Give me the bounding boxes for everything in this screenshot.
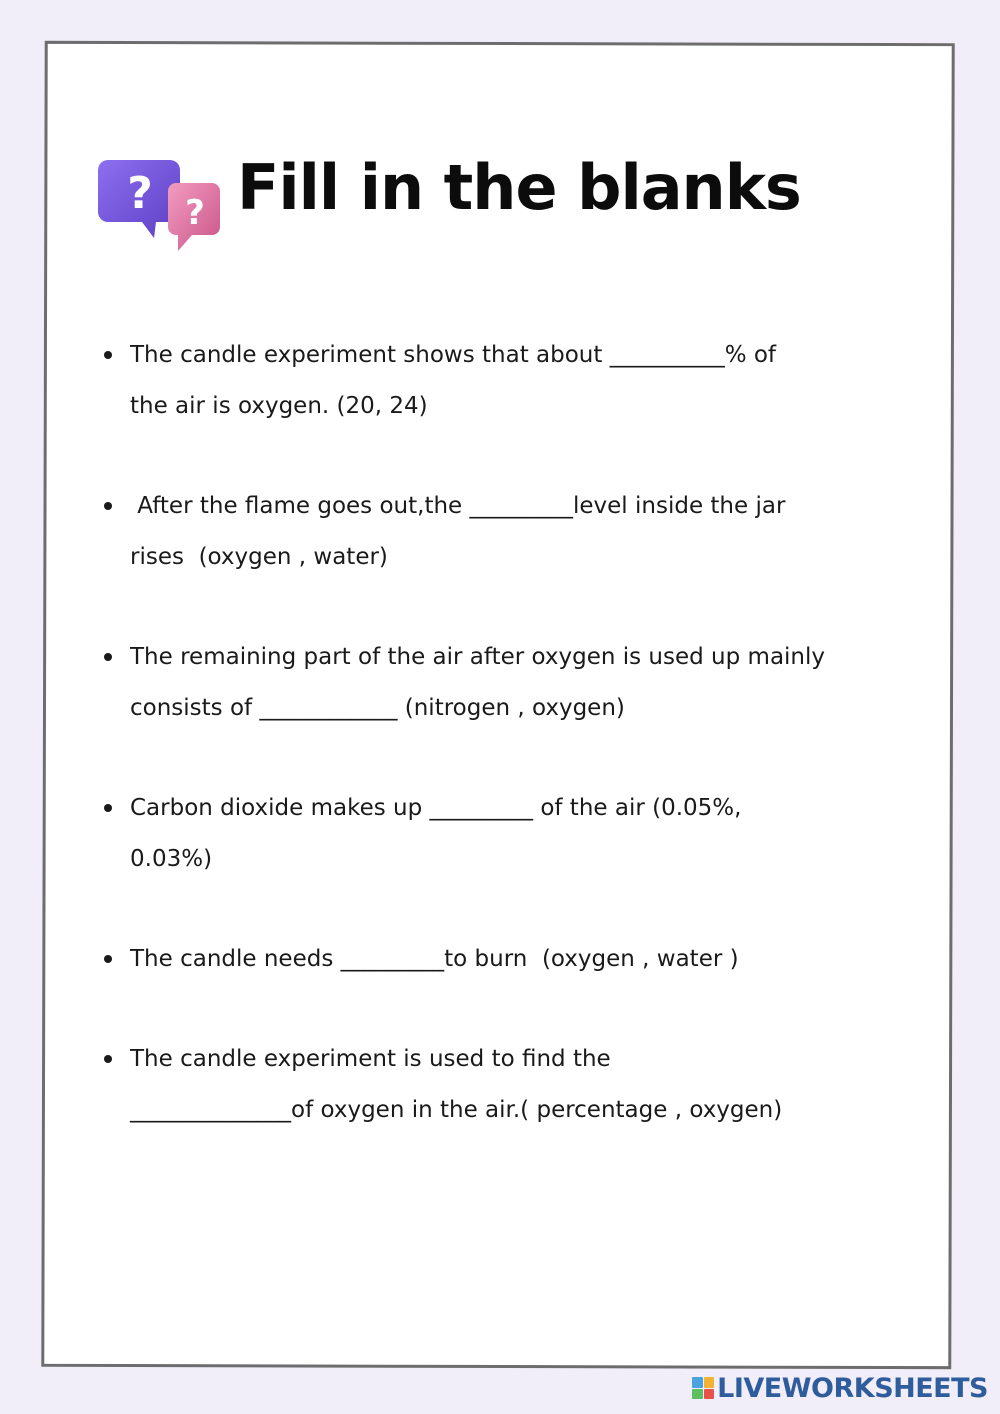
question-line: The remaining part of the air after oxygen is used up mainly [130, 644, 826, 670]
bullet-icon [104, 804, 112, 812]
bullet-icon [104, 1055, 112, 1063]
question-line: The candle needs _________to burn (oxygen , water ) [130, 946, 739, 972]
bullet-icon [104, 955, 112, 963]
svg-text:?: ? [185, 193, 205, 233]
page-title: Fill in the blanks [237, 151, 801, 224]
question-item [104, 632, 894, 734]
liveworksheets-logo-icon [692, 1377, 714, 1399]
question-line: 0.03%) [130, 846, 213, 872]
question-line: rises (oxygen , water) [130, 544, 388, 570]
question-line: consists of ____________ (nitrogen , oxygen) [130, 695, 625, 721]
bullet-icon [104, 351, 112, 359]
bullet-icon [104, 653, 112, 661]
question-line: The candle experiment shows that about __________% of [130, 342, 777, 368]
worksheet-header [98, 150, 801, 260]
question-line: ______________of oxygen in the air.( percentage , oxygen) [130, 1097, 783, 1123]
bullet-icon [104, 502, 112, 510]
svg-text:?: ? [127, 168, 153, 219]
question-line: After the flame goes out,the _________level inside the jar [130, 493, 786, 519]
question-chat-bubbles-icon [98, 150, 222, 260]
question-item [104, 1034, 894, 1136]
question-line: the air is oxygen. (20, 24) [130, 393, 428, 419]
liveworksheets-logo[interactable] [692, 1372, 988, 1404]
brand-name: LIVEWORKSHEETS [717, 1372, 988, 1404]
question-list [104, 330, 894, 1185]
question-line: Carbon dioxide makes up _________ of the air (0.05%, [130, 795, 742, 821]
question-item [104, 783, 894, 885]
question-item [104, 481, 894, 583]
question-item [104, 330, 894, 432]
question-item [104, 934, 894, 985]
question-line: The candle experiment is used to find the [130, 1046, 611, 1072]
